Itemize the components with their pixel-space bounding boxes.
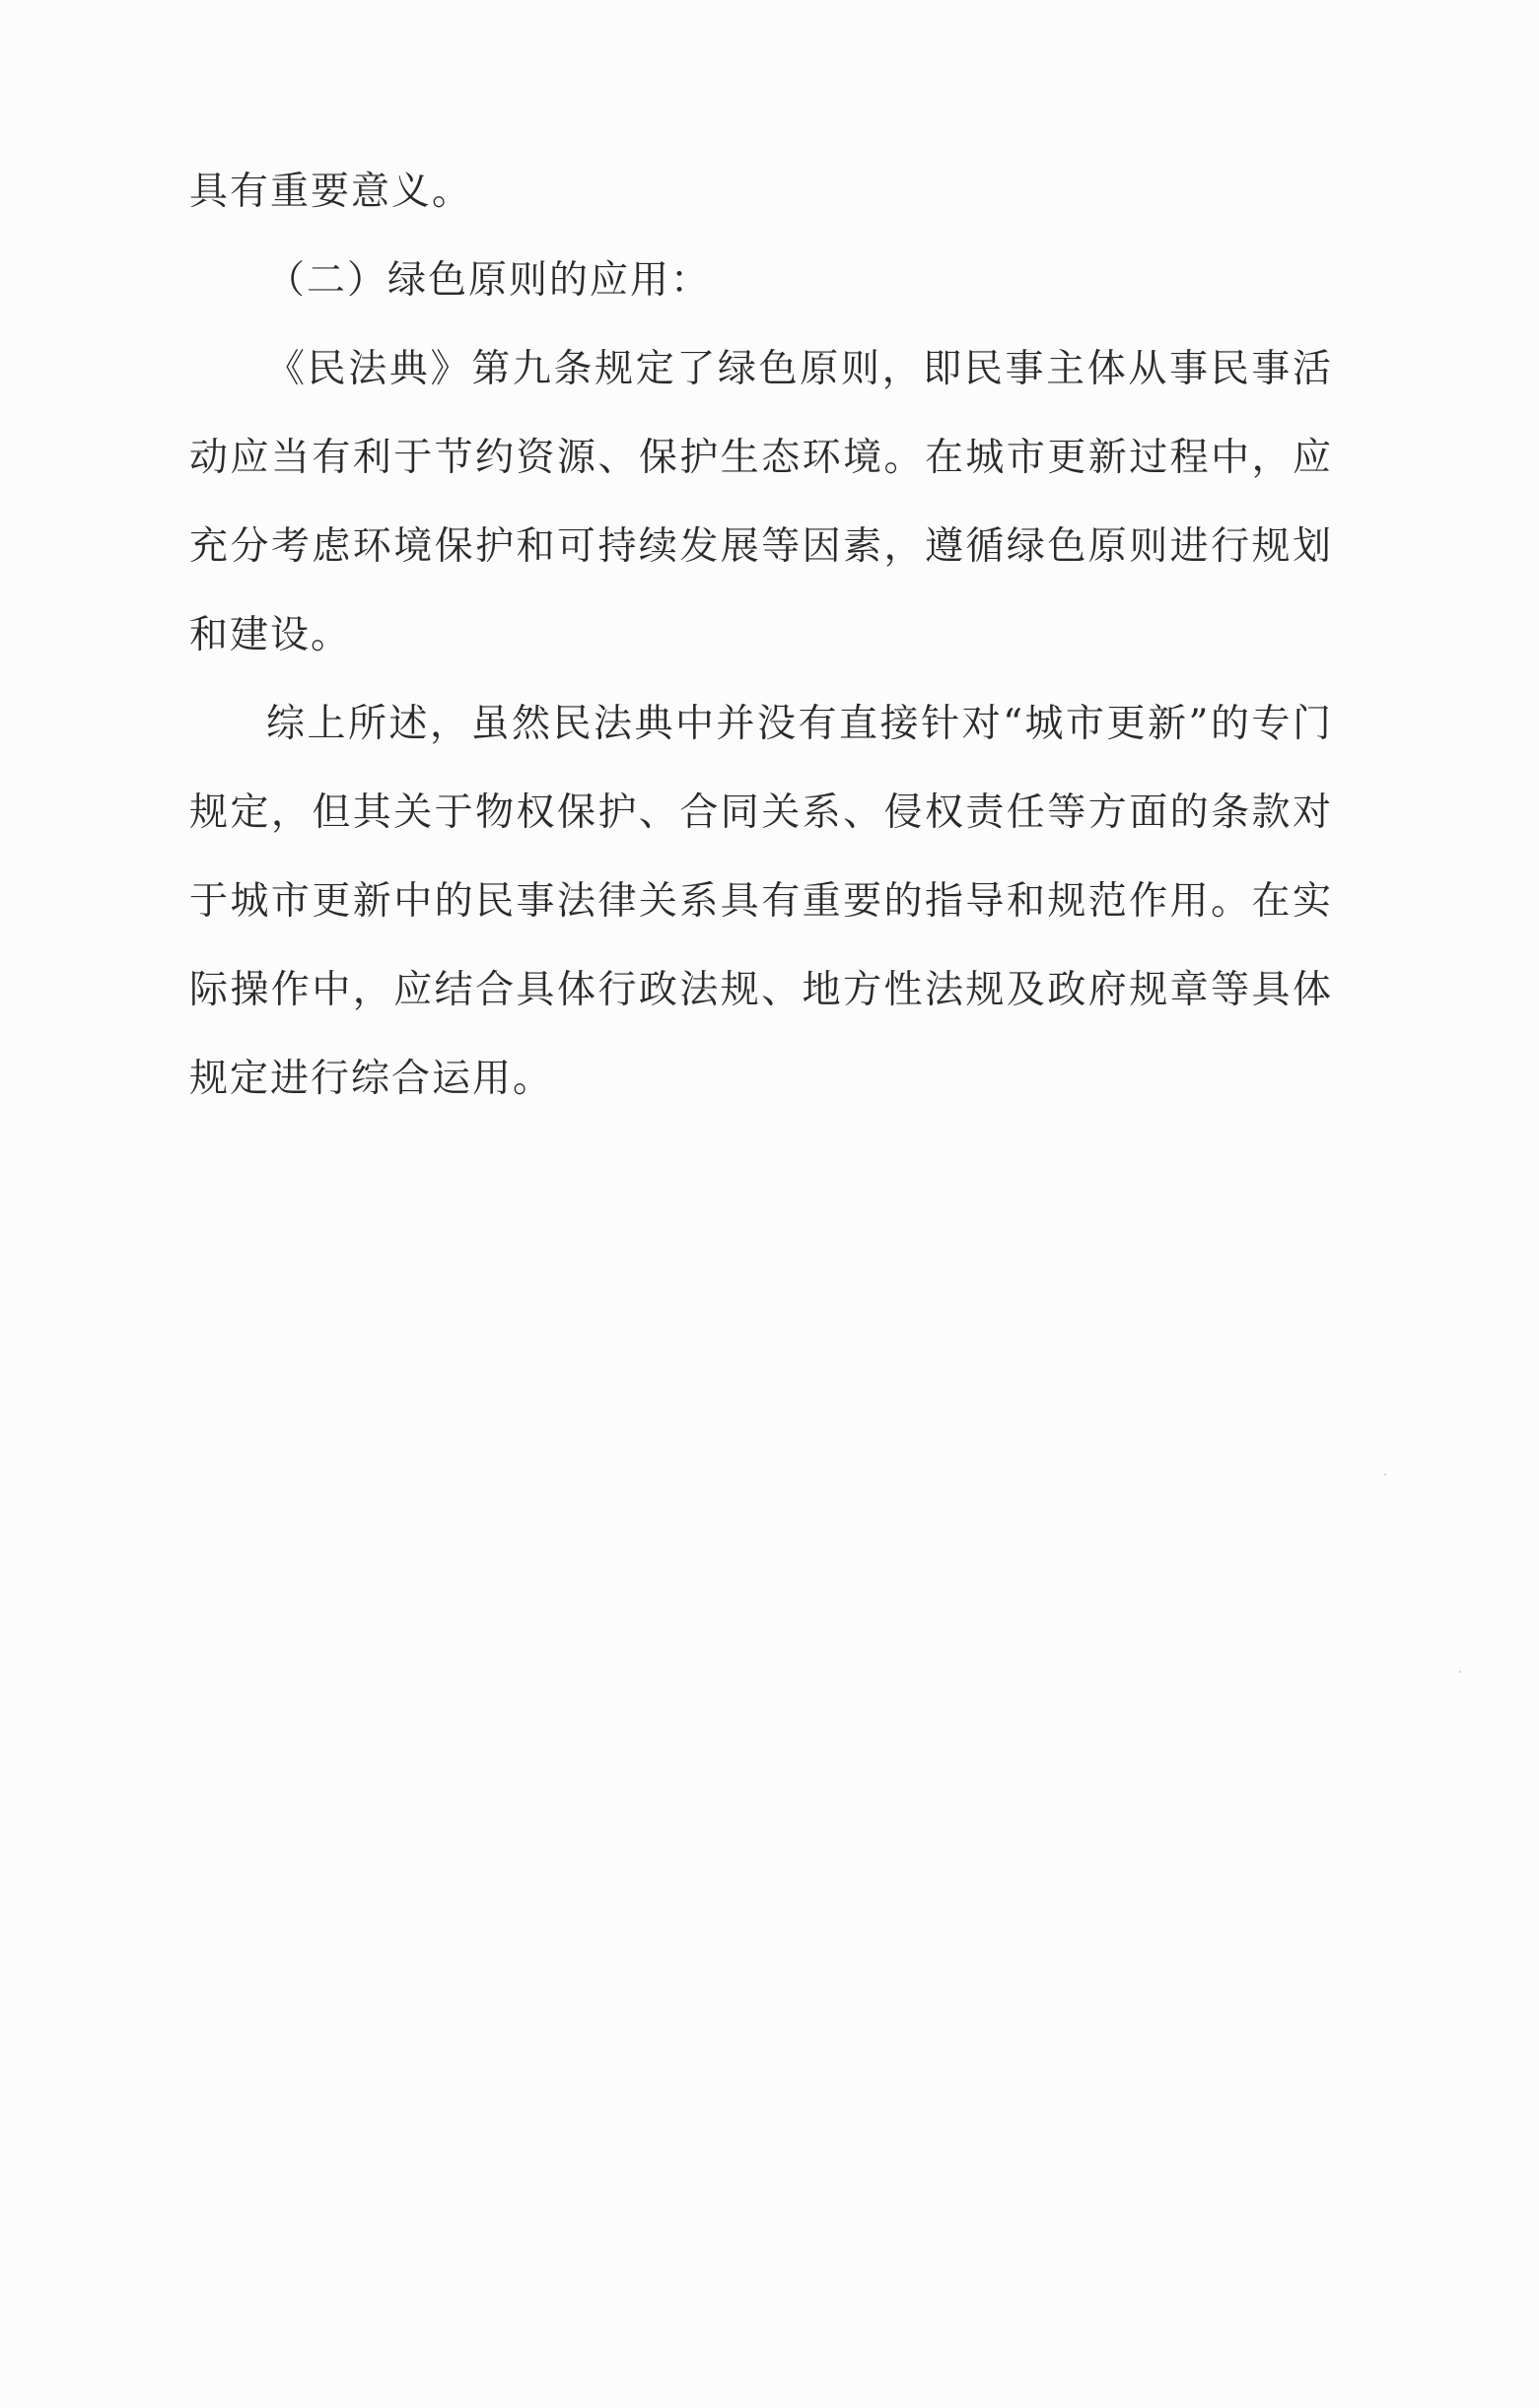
paragraph-continuation: 具有重要意义。 bbox=[189, 170, 473, 214]
document-body bbox=[189, 148, 1333, 1124]
paragraph-conclusion: 综上所述，虽然民法典中并没有直接针对“城市更新”的专门规定，但其关于物权保护、合同关系、侵权责任等方面的条款对于城市更新中的民事法律关系具有重要的指导和规范作用。在实际操作中，应结合具体行政法规、地方性法规及政府规章等具体规定进行综合运用。 bbox=[189, 702, 1333, 1101]
scan-speck bbox=[1384, 1474, 1386, 1476]
scan-speck bbox=[1459, 1671, 1461, 1673]
paragraph-green-principle: 《民法典》第九条规定了绿色原则，即民事主体从事民事活动应当有利于节约资源、保护生态环境。在城市更新过程中，应充分考虑环境保护和可持续发展等因素，遵循绿色原则进行规划和建设。 bbox=[189, 347, 1333, 657]
section-heading-green-principle: （二）绿色原则的应用： bbox=[266, 258, 712, 303]
